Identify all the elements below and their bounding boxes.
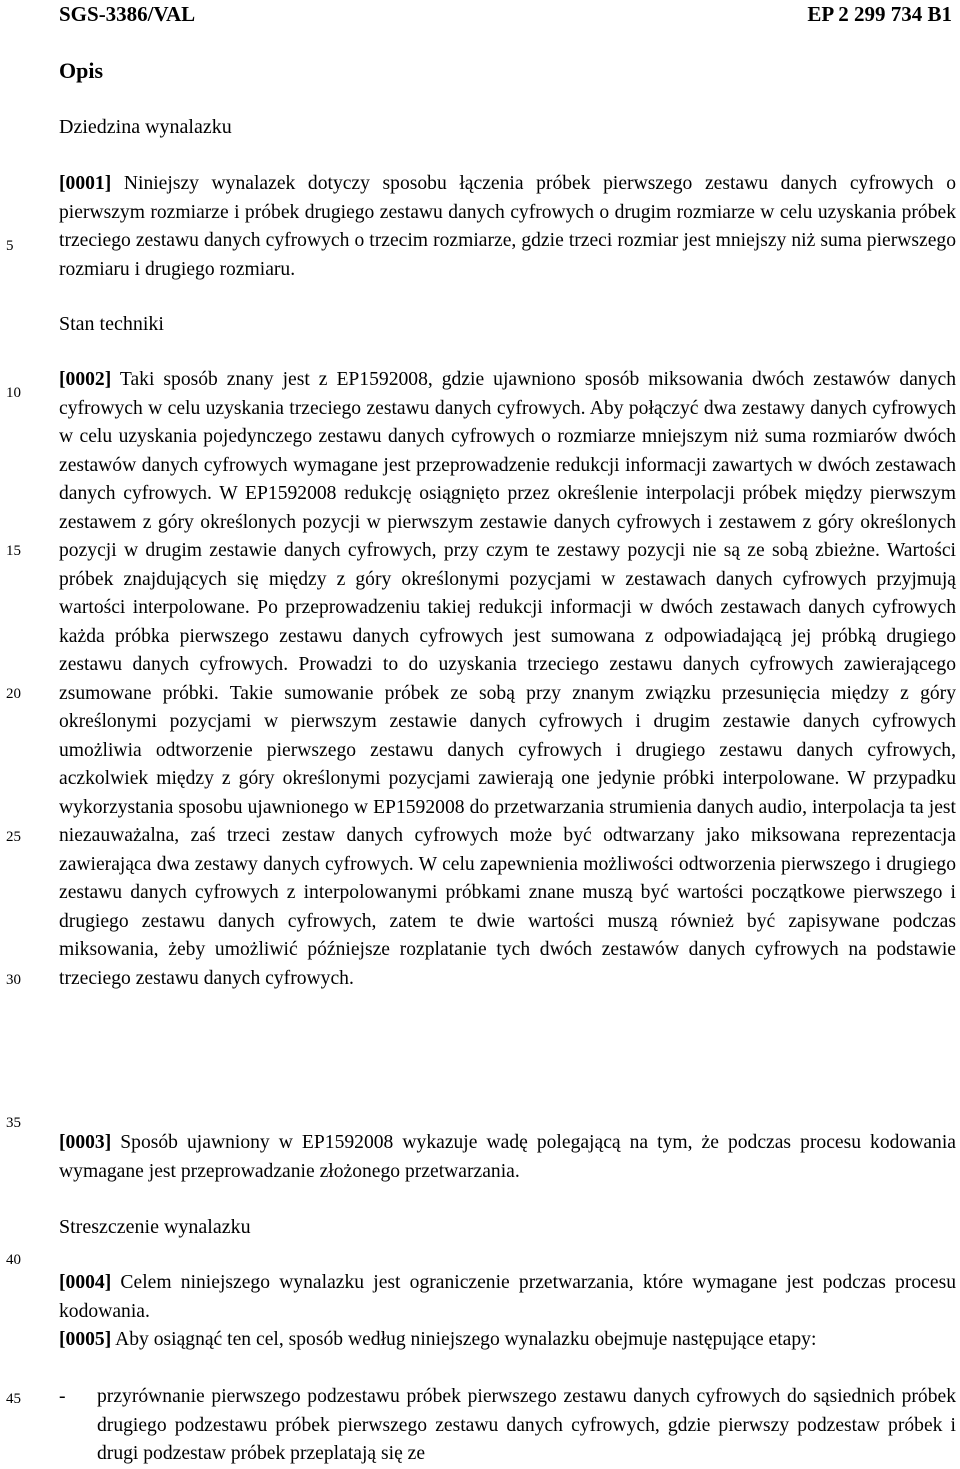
paragraph-0004	[59, 1269, 956, 1326]
section-heading-prior-art: Stan techniki	[59, 313, 164, 335]
paragraph-text: Niniejszy wynalazek dotyczy sposobu łączenia próbek pierwszego zestawu danych cyfrowych o pierwszym rozmiarze i próbek drugiego zestawu danych cyfrowych o drugim rozmiarze w celu uzyskania próbek trzeciego zestawu danych cyfrowych o trzecim rozmiarze, gdzie trzeci rozmiar jest mniejszy niż suma pierwszego rozmiaru i drugiego rozmiaru.	[59, 173, 956, 280]
paragraph-number: [0001]	[59, 173, 112, 194]
document-id: SGS-3386/VAL	[59, 2, 196, 26]
page-title: Opis	[59, 58, 104, 83]
section-heading-summary: Streszczenie wynalazku	[59, 1216, 251, 1238]
paragraph-0003	[59, 1129, 956, 1186]
line-number: 30	[6, 972, 21, 988]
line-number: 10	[6, 385, 21, 401]
list-item-text: przyrównanie pierwszego podzestawu próbek pierwszego zestawu danych cyfrowych do sąsiednich próbek drugiego podzestawu próbek pierwszego zestawu danych cyfrowych, gdzie pierwszy podzestaw próbek i drugi podzestaw próbek przeplatają się ze	[97, 1386, 956, 1464]
paragraph-text: Celem niniejszego wynalazku jest ograniczenie przetwarzania, które wymagane jest podczas procesu kodowania.	[59, 1272, 956, 1322]
line-number: 5	[6, 238, 14, 254]
paragraph-text: Aby osiągnąć ten cel, sposób według niniejszego wynalazku obejmuje następujące etapy:	[111, 1329, 817, 1350]
paragraph-text: Taki sposób znany jest z EP1592008, gdzie ujawniono sposób miksowania dwóch zestawów danych cyfrowych w celu uzyskania trzeciego zestawu danych cyfrowych. Aby połączyć dwa zestawy danych cyfrowych w celu uzyskania pojedynczego zestawu danych cyfrowych o rozmiarze mniejszym niż suma rozmiarów dwóch zestawów danych cyfrowych wymagane jest przeprowadzenie redukcji informacji zawartych w dwóch zestawach danych cyfrowych. W EP1592008 redukcję osiągnięto przez określenie interpolacji próbek między pierwszym zestawem z góry określonych pozycji w pierwszym zestawie danych cyfrowych i zestawem z góry określonych pozycji w drugim zestawie danych cyfrowych, przy czym te zestawy pozycji nie są ze sobą zbieżne. Wartości próbek znajdujących się między z góry określonymi pozycjami w zestawach danych cyfrowych przyjmują wartości interpolowane. Po przeprowadzeniu takiej redukcji informacji w dwóch zestawach danych cyfrowych każda próbka pierwszego zestawu danych cyfrowych jest sumowana z odpowiadającą jej próbką drugiego zestawu danych cyfrowych. Prowadzi to do uzyskania trzeciego zestawu danych cyfrowych zawierającego zsumowane próbki. Takie sumowanie próbek ze sobą przy znanym związku przesunięcia między z góry określonymi pozycjami w pierwszym zestawie danych cyfrowych i drugim zestawie danych cyfrowych umożliwia odtworzenie pierwszego zestawu danych cyfrowych i drugiego zestawu danych cyfrowych, aczkolwiek między z góry określonymi pozycjami zawierają one jedynie próbki interpolowane. W przypadku wykorzystania sposobu ujawnionego w EP1592008 do przetwarzania strumienia danych audio, interpolacja ta jest niezauważalna, zaś trzeci zestaw danych cyfrowych może być odtwarzany jako miksowana reprezentacja zawierająca dwa zestawy danych cyfrowych. W celu zapewnienia możliwości odtworzenia pierwszego i drugiego zestawu danych cyfrowych z interpolowanymi próbkami znane muszą być wartości początkowe pierwszego i drugiego zestawu danych cyfrowych, zatem te dwie wartości muszą również być zapisywane podczas miksowania, żeby umożliwić późniejsze rozplatanie tych dwóch zestawów danych cyfrowych na podstawie trzeciego zestawu danych cyfrowych.	[59, 369, 956, 989]
line-number: 35	[6, 1115, 21, 1131]
line-number: 25	[6, 829, 21, 845]
list-item	[59, 1383, 956, 1469]
paragraph-text: Sposób ujawniony w EP1592008 wykazuje wadę polegającą na tym, że podczas procesu kodowania wymagane jest przeprowadzanie złożonego przetwarzania.	[59, 1132, 956, 1182]
patent-number: EP 2 299 734 B1	[807, 2, 952, 26]
paragraph-number: [0005]	[59, 1329, 112, 1350]
paragraph-number: [0003]	[59, 1132, 112, 1153]
line-number: 15	[6, 543, 21, 559]
paragraph-0001	[59, 170, 956, 284]
line-number: 45	[6, 1391, 21, 1407]
section-heading-field: Dziedzina wynalazku	[59, 116, 232, 138]
paragraph-number: [0002]	[59, 369, 112, 390]
paragraph-0005	[59, 1326, 956, 1355]
line-number: 20	[6, 686, 21, 702]
list-dash: -	[59, 1386, 66, 1407]
line-number: 40	[6, 1252, 21, 1268]
paragraph-0002	[59, 366, 956, 993]
paragraph-number: [0004]	[59, 1272, 112, 1293]
